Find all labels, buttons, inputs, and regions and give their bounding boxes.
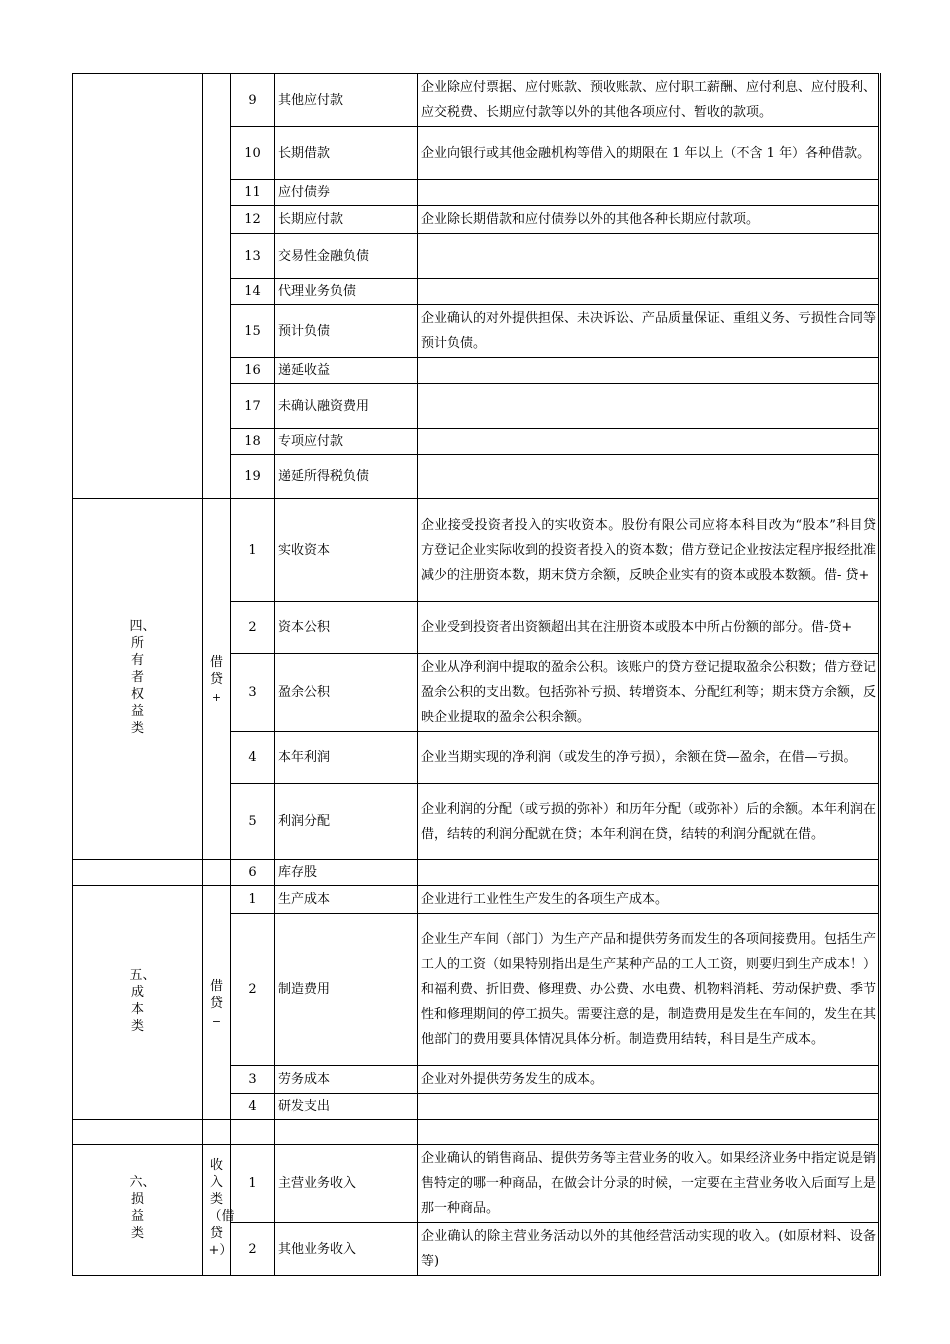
table-row bbox=[73, 499, 880, 602]
account-name: 利润分配 bbox=[275, 784, 418, 860]
account-desc: 企业当期实现的净利润（或发生的净亏损），余额在贷—盈余，在借—亏损。 bbox=[418, 732, 880, 784]
account-name: 其他应付款 bbox=[275, 74, 418, 127]
account-desc: 企业确认的对外提供担保、未决诉讼、产品质量保证、重组义务、亏损性合同等预计负债。 bbox=[418, 305, 880, 358]
account-desc bbox=[418, 455, 880, 499]
direction-sign: − bbox=[211, 1014, 222, 1028]
category-cell-cost bbox=[73, 886, 203, 1120]
category-label: 四、所有者权益类 bbox=[129, 618, 156, 736]
subjects-table bbox=[72, 73, 881, 1276]
account-no: 10 bbox=[231, 127, 275, 180]
account-no: 5 bbox=[231, 784, 275, 860]
account-desc bbox=[418, 180, 880, 206]
category-label: 六、损益类 bbox=[129, 1175, 156, 1241]
account-desc: 企业确认的除主营业务活动以外的其他经营活动实现的收入。(如原材料、设备等) bbox=[418, 1223, 880, 1276]
account-no: 11 bbox=[231, 180, 275, 206]
account-name: 实收资本 bbox=[275, 499, 418, 602]
direction-cell-empty bbox=[203, 860, 231, 886]
account-desc: 企业对外提供劳务发生的成本。 bbox=[418, 1066, 880, 1094]
account-name: 长期应付款 bbox=[275, 206, 418, 234]
account-desc: 企业生产车间（部门）为生产产品和提供劳务而发生的各项间接费用。包括生产工人的工资（如果特别指出是生产某种产品的工人工资，则要归到生产成本！）和福利费、折旧费、修理费、办公费、水电费、机物料消耗、劳动保护费、季节性和修理期间的停工损失。需要注意的是，制造费用是发生在车间的，发生在其他部门的费用要具体情况具体分析。制造费用结转，科目是生产成本。 bbox=[418, 914, 880, 1066]
account-no: 12 bbox=[231, 206, 275, 234]
account-desc: 企业进行工业性生产发生的各项生产成本。 bbox=[418, 886, 880, 914]
category-cell-profit-loss bbox=[73, 1145, 203, 1276]
account-desc: 企业确认的销售商品、提供劳务等主营业务的收入。如果经济业务中指定说是销售特定的哪一种商品，在做会计分录的时候，一定要在主营业务收入后面写上是那一种商品。 bbox=[418, 1145, 880, 1223]
empty-cell bbox=[418, 1120, 880, 1145]
account-name: 劳务成本 bbox=[275, 1066, 418, 1094]
account-desc: 企业利润的分配（或亏损的弥补）和历年分配（或弥补）后的余额。本年利润在借，结转的利润分配就在贷；本年利润在贷，结转的利润分配就在借。 bbox=[418, 784, 880, 860]
account-no: 2 bbox=[231, 1223, 275, 1276]
account-desc: 企业除长期借款和应付债券以外的其他各种长期应付款项。 bbox=[418, 206, 880, 234]
table-row-empty bbox=[73, 1120, 880, 1145]
account-name: 制造费用 bbox=[275, 914, 418, 1066]
account-name: 交易性金融负债 bbox=[275, 234, 418, 279]
account-no: 13 bbox=[231, 234, 275, 279]
empty-cell bbox=[231, 1120, 275, 1145]
category-cell-empty bbox=[73, 74, 203, 499]
account-desc bbox=[418, 279, 880, 305]
category-label: 五、成本类 bbox=[129, 967, 156, 1034]
direction-cell-cost bbox=[203, 886, 231, 1120]
account-name: 专项应付款 bbox=[275, 429, 418, 455]
account-name: 代理业务负债 bbox=[275, 279, 418, 305]
account-desc bbox=[418, 234, 880, 279]
account-name: 主营业务收入 bbox=[275, 1145, 418, 1223]
account-no: 16 bbox=[231, 358, 275, 384]
account-name: 预计负债 bbox=[275, 305, 418, 358]
account-desc: 企业接受投资者投入的实收资本。股份有限公司应将本科目改为“股本”科目贷方登记企业实际收到的投资者投入的资本数；借方登记企业按法定程序报经批准减少的注册资本数，期末贷方余额，反映企业实有的资本或股本数额。借- 贷+ bbox=[418, 499, 880, 602]
account-name: 递延收益 bbox=[275, 358, 418, 384]
account-desc: 企业从净利润中提取的盈余公积。该账户的贷方登记提取盈余公积数；借方登记盈余公积的支出数。包括弥补亏损、转增资本、分配红利等；期末贷方余额，反映企业提取的盈余公积余额。 bbox=[418, 654, 880, 732]
account-name: 其他业务收入 bbox=[275, 1223, 418, 1276]
direction-label: 收入类（借贷+） bbox=[208, 1158, 235, 1258]
account-no: 1 bbox=[231, 499, 275, 602]
account-no: 1 bbox=[231, 886, 275, 914]
account-desc: 企业除应付票据、应付账款、预收账款、应付职工薪酬、应付利息、应付股利、应交税费、长期应付款等以外的其他各项应付、暂收的款项。 bbox=[418, 74, 880, 127]
direction-label: 借贷 bbox=[209, 655, 223, 687]
table-row bbox=[73, 860, 880, 886]
account-name: 库存股 bbox=[275, 860, 418, 886]
account-no: 2 bbox=[231, 602, 275, 654]
account-name: 生产成本 bbox=[275, 886, 418, 914]
account-desc bbox=[418, 384, 880, 429]
account-desc bbox=[418, 1094, 880, 1120]
account-no: 3 bbox=[231, 654, 275, 732]
account-name: 应付债券 bbox=[275, 180, 418, 206]
category-cell-equity bbox=[73, 499, 203, 860]
account-no: 4 bbox=[231, 1094, 275, 1120]
account-no: 1 bbox=[231, 1145, 275, 1223]
account-desc bbox=[418, 429, 880, 455]
direction-cell-equity bbox=[203, 499, 231, 860]
account-no: 2 bbox=[231, 914, 275, 1066]
empty-cell bbox=[275, 1120, 418, 1145]
account-desc bbox=[418, 860, 880, 886]
empty-cell bbox=[73, 1120, 203, 1145]
account-no: 18 bbox=[231, 429, 275, 455]
table-row bbox=[73, 886, 880, 914]
account-no: 15 bbox=[231, 305, 275, 358]
account-no: 6 bbox=[231, 860, 275, 886]
account-name: 盈余公积 bbox=[275, 654, 418, 732]
account-desc: 企业向银行或其他金融机构等借入的期限在 1 年以上（不含 1 年）各种借款。 bbox=[418, 127, 880, 180]
account-no: 4 bbox=[231, 732, 275, 784]
account-name: 资本公积 bbox=[275, 602, 418, 654]
account-name: 递延所得税负债 bbox=[275, 455, 418, 499]
account-name: 本年利润 bbox=[275, 732, 418, 784]
account-no: 19 bbox=[231, 455, 275, 499]
category-cell-empty bbox=[73, 860, 203, 886]
direction-cell-profit-loss bbox=[203, 1145, 235, 1276]
direction-label: 借贷 bbox=[209, 978, 223, 1011]
table-row bbox=[73, 74, 880, 127]
accounting-subjects-table bbox=[72, 73, 879, 1276]
account-name: 研发支出 bbox=[275, 1094, 418, 1120]
account-name: 未确认融资费用 bbox=[275, 384, 418, 429]
direction-cell-empty bbox=[203, 74, 231, 499]
direction-sign: + bbox=[211, 691, 222, 704]
account-name: 长期借款 bbox=[275, 127, 418, 180]
account-desc: 企业受到投资者出资额超出其在注册资本或股本中所占份额的部分。借-贷+ bbox=[418, 602, 880, 654]
account-no: 3 bbox=[231, 1066, 275, 1094]
table-row bbox=[73, 1145, 880, 1223]
empty-cell bbox=[203, 1120, 231, 1145]
account-no: 14 bbox=[231, 279, 275, 305]
account-desc bbox=[418, 358, 880, 384]
account-no: 9 bbox=[231, 74, 275, 127]
account-no: 17 bbox=[231, 384, 275, 429]
